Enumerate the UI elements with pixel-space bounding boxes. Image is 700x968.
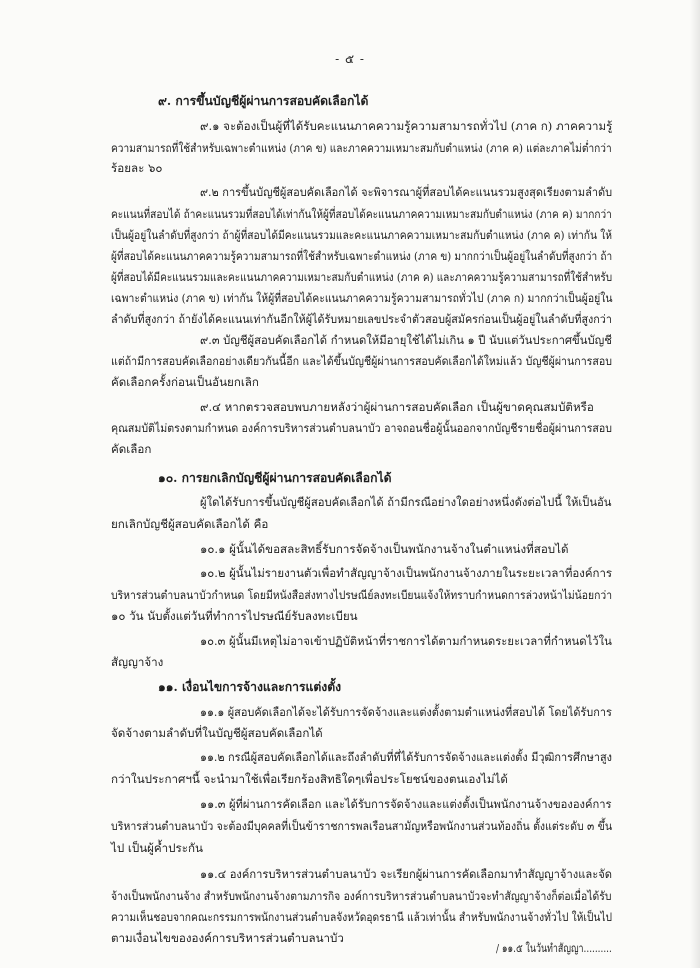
continuation-marker: / ๑๑.๕ ในวันทำสัญญา.......... xyxy=(496,941,612,955)
text-line: ลำดับที่สูงกว่า ถ้ายังได้คะแนนเท่ากันอีกให้ผู้ได้รับหมายเลขประจำตัวสอบผู้สมัครก่อนเป็นผู้อยู่ในลำดับที่สูงกว่า xyxy=(111,312,612,326)
text-line: ๑๑.๔ องค์การบริหารส่วนตำบลนาบัว จะเรียกผู้ผ่านการคัดเลือกมาทำสัญญาจ้างและจัด xyxy=(200,867,613,881)
text-line: ๙.๒ การขึ้นบัญชีผู้สอบคัดเลือกได้ จะพิจารณาผู้ที่สอบได้คะแนนรวมสูงสุดเรียงตามลำดับ xyxy=(200,185,613,199)
text-line: ผู้ที่สอบได้มีคะแนนรวมและคะแนนภาคความเหมาะสมกับตำแหน่ง (ภาค ค) และภาคความรู้ความสามารถที่ใช้สำหรับ xyxy=(111,270,613,284)
text-line: คุณสมบัติไม่ตรงตามกำหนด องค์การบริหารส่วนตำบลนาบัว อาจถอนชื่อผู้นั้นออกจากบัญชีรายชื่อผู้ผ่านการสอบ xyxy=(111,421,612,435)
text-line: ๑๐ วัน นับตั้งแต่วันที่ทำการไปรษณีย์รับลงทะเบียน xyxy=(111,609,358,623)
text-line: ยกเลิกบัญชีผู้สอบคัดเลือกได้ คือ xyxy=(111,517,269,531)
text-line: คัดเลือกครั้งก่อนเป็นอันยกเลิก xyxy=(111,375,259,389)
text-line: บริหารส่วนตำบลนาบัวกำหนด โดยมีหนังสือส่งทางไปรษณีย์ลงทะเบียนแจ้งให้ทราบกำหนดการล่วงหน้าไม่น้อยกว่า xyxy=(111,588,613,602)
text-line: ๑๑.๒ กรณีผู้สอบคัดเลือกได้และถึงลำดับที่ที่ได้รับการจัดจ้างและแต่งตั้ง มีวุฒิการศึกษาสูง xyxy=(200,750,612,764)
text-line: กว่าในประกาศฯนี้ จะนำมาใช้เพื่อเรียกร้องสิทธิใดๆเพื่อประโยชน์ของตนเองไม่ได้ xyxy=(111,772,508,786)
section-heading: ๑๑. เงื่อนไขการจ้างและการแต่งตั้ง xyxy=(158,680,342,694)
text-line: บริหารส่วนตำบลนาบัว จะต้องมีบุคคลที่เป็นข้าราชการพลเรือนสามัญหรือพนักงานส่วนท้องถิ่น ตั้งแต่ระดับ ๓ ขึ้น xyxy=(111,819,613,833)
text-line: ๙.๓ บัญชีผู้สอบคัดเลือกได้ กำหนดให้มีอายุใช้ได้ไม่เกิน ๑ ปี นับแต่วันประกาศขึ้นบัญชี xyxy=(200,333,612,347)
text-line: ตามเงื่อนไขขององค์การบริหารส่วนตำบลนาบัว xyxy=(111,931,344,945)
text-line: ผู้ใดได้รับการขึ้นบัญชีผู้สอบคัดเลือกได้ ถ้ามีกรณีอย่างใดอย่างหนึ่งดังต่อไปนี้ ให้เป็นอัน xyxy=(200,495,612,509)
text-line: จัดจ้างตามลำดับที่ในบัญชีผู้สอบคัดเลือกได้ xyxy=(111,726,323,740)
section-heading: ๑๐. การยกเลิกบัญชีผู้ผ่านการสอบคัดเลือกได้ xyxy=(158,471,392,485)
text-line: ความสามารถที่ใช้สำหรับเฉพาะตำแหน่ง (ภาค ข) และภาคความเหมาะสมกับตำแหน่ง (ภาค ค) แต่ละภาคไม่ต่ำกว่า xyxy=(111,141,612,155)
text-line: ๙.๔ หากตรวจสอบพบภายหลังว่าผู้ผ่านการสอบคัดเลือก เป็นผู้ขาดคุณสมบัติหรือ xyxy=(200,400,594,414)
text-line: สัญญาจ้าง xyxy=(111,655,164,669)
section-heading: ๙. การขึ้นบัญชีผู้ผ่านการสอบคัดเลือกได้ xyxy=(158,94,369,108)
text-line: แต่ถ้ามีการสอบคัดเลือกอย่างเดียวกันนี้อีก และได้ขึ้นบัญชีผู้ผ่านการสอบคัดเลือกได้ใหม่แล้ว บัญชีผู้ผ่านการสอบ xyxy=(111,354,612,368)
text-line: คะแนนที่สอบได้ ถ้าคะแนนรวมที่สอบได้เท่ากันให้ผู้ที่สอบได้คะแนนภาคความเหมาะสมกับตำแหน่ง (ภาค ค) มากกว่า xyxy=(111,207,612,221)
text-line: ไป เป็นผู้ค้ำประกัน xyxy=(111,841,203,855)
text-line: ๑๐.๑ ผู้นั้นได้ขอสละสิทธิ์รับการจัดจ้างเป็นพนักงานจ้างในตำแหน่งที่สอบได้ xyxy=(200,542,569,556)
text-line: คัดเลือก xyxy=(111,442,152,456)
text-line: จ้างเป็นพนักงานจ้าง สำหรับพนักงานจ้างตามภารกิจ องค์การบริหารส่วนตำบลนาบัวจะทำสัญญาจ้างก็ต่อเมื่อได้รับ xyxy=(111,889,612,903)
text-line: ๙.๑ จะต้องเป็นผู้ที่ได้รับคะแนนภาคความรู้ความสามารถทั่วไป (ภาค ก) ภาคความรู้ xyxy=(200,119,613,133)
text-line: เป็นผู้อยู่ในลำดับที่สูงกว่า ถ้าผู้ที่สอบได้มีคะแนนรวมและคะแนนภาคความเหมาะสมกับตำแหน่ง (ภาค ค) เท่ากัน ให้ xyxy=(111,228,613,242)
text-line: ๑๑.๓ ผู้ที่ผ่านการคัดเลือก และได้รับการจัดจ้างและแต่งตั้งเป็นพนักงานจ้างขององค์การ xyxy=(200,797,612,811)
text-line: ๑๐.๓ ผู้นั้นมีเหตุไม่อาจเข้าปฏิบัติหน้าที่ราชการได้ตามกำหนดระยะเวลาที่กำหนดไว้ใน xyxy=(200,634,612,648)
text-line: ๑๐.๒ ผู้นั้นไม่รายงานตัวเพื่อทำสัญญาจ้างเป็นพนักงานจ้างภายในระยะเวลาที่องค์การ xyxy=(200,566,613,580)
page-edge-shadow xyxy=(690,0,700,968)
text-line: เฉพาะตำแหน่ง (ภาค ข) เท่ากัน ให้ผู้ที่สอบได้คะแนนภาคความรู้ความสามารถทั่วไป (ภาค ก) มากกว่าเป็นผู้อยู่ใน xyxy=(111,291,613,305)
text-line: ร้อยละ ๖๐ xyxy=(111,161,163,175)
text-line: ผู้ที่สอบได้คะแนนภาคความรู้ความสามารถที่ใช้สำหรับเฉพาะตำแหน่ง (ภาค ข) มากกว่าเป็นผู้อยู่ในลำดับที่สูงกว่า ถ้า xyxy=(111,249,613,263)
text-line: ๑๑.๑ ผู้สอบคัดเลือกได้จะได้รับการจัดจ้างและแต่งตั้งตามตำแหน่งที่สอบได้ โดยได้รับการ xyxy=(200,705,612,719)
page-number: - ๕ - xyxy=(335,52,365,66)
text-line: ความเห็นชอบจากคณะกรรมการพนักงานส่วนตำบลจังหวัดอุดรธานี แล้วเท่านั้น สำหรับพนักงานจ้างทั่วไป ให้เป็นไป xyxy=(111,910,613,924)
